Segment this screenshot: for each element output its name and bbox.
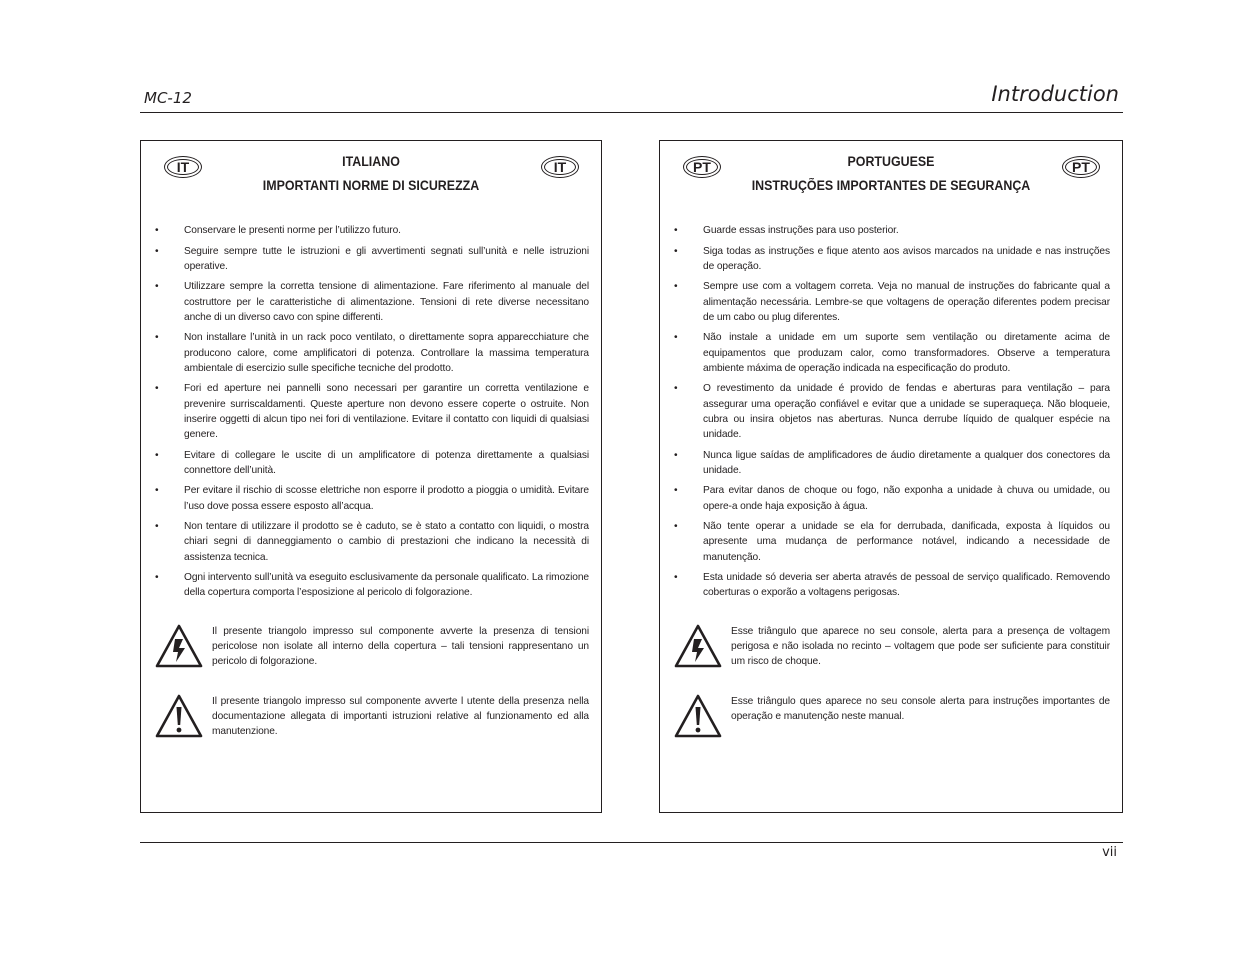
lightning-warning <box>674 624 1110 670</box>
list-item-text: Não tente operar a unidade se ela for derrubada, danificada, exposta à líquidos ou apresente uma mudança de performance notável, indicando a necessidade de manutenção. <box>703 521 1110 563</box>
list-item: • Seguire sempre tutte le istruzioni e gli avvertimenti segnati sull’unità e nelle istruzioni operative. <box>155 245 589 272</box>
list-item: • Nunca ligue saídas de amplificadores de áudio diretamente a qualquer dos conectores da unidade. <box>674 449 1110 476</box>
list-item-text: Guarde essas instruções para uso posterior. <box>703 225 899 236</box>
warning-text: Esse triângulo que aparece no seu console, alerta para a presença de voltagem perigosa e não isolada no recinto – voltagem que pode ser suficiente para constituir um risco de choque. <box>731 626 1110 668</box>
list-item-text: Para evitar danos de choque ou fogo, não exponha a unidade à chuva ou umidade, ou opere-a onde haja exposição à água. <box>703 485 1110 512</box>
list-item: • Sempre use com a voltagem correta. Veja no manual de instruções do fabricante qual a alimentação necessária. Lembre-se que voltagens de operação diferentes podem precisar de um cabo ou plug diferentes. <box>674 281 1110 323</box>
list-item: • O revestimento da unidade é provido de fendas e aberturas para ventilação – para assegurar uma operação confiável e evitar que a unidade se superaqueça. Não bloqueie, cubra ou insira objetos nas aberturas. Nunca derrube líquido de qualquer espécie na unidade. <box>674 383 1110 440</box>
panel-language: ITALIANO <box>342 154 400 169</box>
list-item-text: Esta unidade só deveria ser aberta através de pessoal de serviço qualificado. Removendo coberturas o exporão a voltagens perigosas. <box>703 572 1110 599</box>
page-title: Introduction <box>991 82 1119 106</box>
exclamation-warning-icon <box>155 694 203 738</box>
list-item-text: Conservare le presenti norme per l’utilizzo futuro. <box>184 225 401 236</box>
panel-heading: IMPORTANTI NORME DI SICUREZZA <box>262 178 480 193</box>
lang-code: PT <box>1072 159 1090 175</box>
warning-text: Il presente triangolo impresso sul componente avverte la presenza di tensioni pericolose non isolate all interno della copertura – tali tensioni rappresentano un pericolo di folgorazione. <box>212 626 589 668</box>
list-item-text: Utilizzare sempre la corretta tensione di alimentazione. Fare riferimento al manuale del costruttore per le caratteristiche di alimentazione. Tensioni di rete diverse necessitano anche di un diverso cavo con spine differenti. <box>184 281 589 323</box>
panel-language: PORTUGUESE <box>847 154 935 169</box>
warning-text: Il presente triangolo impresso sul componente avverte l utente della presenza nella documentazione allegata di importanti istruzioni relative al funzionamento ed alla manutenzione. <box>212 696 589 738</box>
exclamation-warning <box>155 694 589 740</box>
list-item-text: Non installare l’unità in un rack poco ventilato, o direttamente sopra apparecchiature che producono calore, come amplificatori di potenza. Controllare la massima temperatura ambientale di esercizio sulle specifiche tecniche del prodotto. <box>184 332 589 374</box>
panel-heading: INSTRUÇÕES IMPORTANTES DE SEGURANÇA <box>751 178 1031 193</box>
list-item-text: Não instale a unidade em um suporte sem ventilação ou diretamente acima de equipamentos que produzam calor, como transformadores. Observe a temperatura ambiente máxima de operação indicada na especificação do produto. <box>703 332 1110 374</box>
list-item: • Ogni intervento sull’unità va eseguito esclusivamente da personale qualificato. La rimozione della copertura comporta l’esposizione al pericolo di folgorazione. <box>155 572 589 599</box>
list-item: • Fori ed aperture nei pannelli sono necessari per garantire un corretta ventilazione e prevenire surriscaldamenti. Queste aperture non devono essere coperte o ostruite. Non inserire oggetti di alcun tipo nei fori di ventilazione. Evitare il contatto con liquidi di qualsiasi genere. <box>155 383 589 440</box>
list-item: • Siga todas as instruções e fique atento aos avisos marcados na unidade e nas instruções de operação. <box>674 245 1110 272</box>
list-item: • Não instale a unidade em um suporte sem ventilação ou diretamente acima de equipamentos que produzam calor, como transformadores. Observe a temperatura ambiente máxima de operação indicada na especificação do produto. <box>674 332 1110 374</box>
list-item-text: Fori ed aperture nei pannelli sono necessari per garantire un corretta ventilazione e prevenire surriscaldamenti. Queste aperture non devono essere coperte o ostruite. Non inserire oggetti di alcun tipo nei fori di ventilazione. Evitare il contatto con liquidi di qualsiasi genere. <box>184 383 589 440</box>
list-item-text: Ogni intervento sull’unità va eseguito esclusivamente da personale qualificato. La rimozione della copertura comporta l’esposizione al pericolo di folgorazione. <box>184 572 589 599</box>
safety-list <box>674 223 1110 606</box>
list-item: • Esta unidade só deveria ser aberta através de pessoal de serviço qualificado. Removendo coberturas o exporão a voltagens perigosas. <box>674 572 1110 599</box>
header-model: MC-12 <box>144 89 192 107</box>
lightning-warning-icon <box>674 624 722 668</box>
page-number: vii <box>1102 845 1117 860</box>
list-item: • Para evitar danos de choque ou fogo, não exponha a unidade à chuva ou umidade, ou opere-a onde haja exposição à água. <box>674 485 1110 512</box>
italian-safety-panel <box>140 140 602 813</box>
list-item-text: Seguire sempre tutte le istruzioni e gli avvertimenti segnati sull’unità e nelle istruzioni operative. <box>184 245 589 272</box>
list-item: • Evitare di collegare le uscite di un amplificatore di potenza direttamente a qualsiasi connettore dell’unità. <box>155 449 589 476</box>
warning-text: Esse triângulo ques aparece no seu console alerta para instruções importantes de operação e manutenção neste manual. <box>731 696 1110 723</box>
list-item-text: O revestimento da unidade é provido de fendas e aberturas para ventilação – para assegurar uma operação confiável e evitar que a unidade se superaqueça. Não bloqueie, cubra ou insira objetos nas aberturas. Nunca derrube líquido de qualquer espécie na unidade. <box>703 383 1110 440</box>
portuguese-safety-panel <box>659 140 1123 813</box>
list-item-text: Nunca ligue saídas de amplificadores de áudio diretamente a qualquer dos conectores da unidade. <box>703 449 1110 476</box>
lightning-warning <box>155 624 589 670</box>
list-item: • Non tentare di utilizzare il prodotto se è caduto, se è stato a contatto con liquidi, o mostra chiari segni di danneggiamento o cambio di prestazioni che indicano la necessità di assistenza tecnica. <box>155 521 589 563</box>
list-item: • Non installare l’unità in un rack poco ventilato, o direttamente sopra apparecchiature che producono calore, come amplificatori di potenza. Controllare la massima temperatura ambientale di esercizio sulle specifiche tecniche del prodotto. <box>155 332 589 374</box>
lang-code: IT <box>176 159 190 175</box>
list-item-text: Siga todas as instruções e fique atento aos avisos marcados na unidade e nas instruções de operação. <box>703 245 1110 272</box>
list-item-text: Sempre use com a voltagem correta. Veja no manual de instruções do fabricante qual a alimentação necessária. Lembre-se que voltagens de operação diferentes podem precisar de um cabo ou plug diferentes. <box>703 281 1110 323</box>
exclamation-warning <box>674 694 1110 724</box>
list-item: • Guarde essas instruções para uso posterior. <box>674 225 899 236</box>
lang-code: IT <box>553 159 567 175</box>
list-item-text: Per evitare il rischio di scosse elettriche non esporre il prodotto a pioggia o umidità. Evitare l’uso dove possa essere esposto all’acqua. <box>184 485 589 512</box>
lightning-warning-icon <box>155 624 203 668</box>
list-item: • Conservare le presenti norme per l’utilizzo futuro. <box>155 225 401 236</box>
list-item: • Utilizzare sempre la corretta tensione di alimentazione. Fare riferimento al manuale del costruttore per le caratteristiche di alimentazione. Tensioni di rete diverse necessitano anche di un diverso cavo con spine differenti. <box>155 281 589 323</box>
exclamation-warning-icon <box>674 694 722 738</box>
lang-code: PT <box>693 159 711 175</box>
footer-rule <box>140 842 1123 843</box>
list-item-text: Non tentare di utilizzare il prodotto se è caduto, se è stato a contatto con liquidi, o mostra chiari segni di danneggiamento o cambio di prestazioni che indicano la necessità di assistenza tecnica. <box>184 521 589 563</box>
list-item-text: Evitare di collegare le uscite di un amplificatore di potenza direttamente a qualsiasi connettore dell’unità. <box>184 449 589 476</box>
header-rule <box>140 112 1123 113</box>
safety-list <box>155 223 589 606</box>
list-item: • Per evitare il rischio di scosse elettriche non esporre il prodotto a pioggia o umidità. Evitare l’uso dove possa essere esposto all’acqua. <box>155 485 589 512</box>
list-item: • Não tente operar a unidade se ela for derrubada, danificada, exposta à líquidos ou apresente uma mudança de performance notável, indicando a necessidade de manutenção. <box>674 521 1110 563</box>
